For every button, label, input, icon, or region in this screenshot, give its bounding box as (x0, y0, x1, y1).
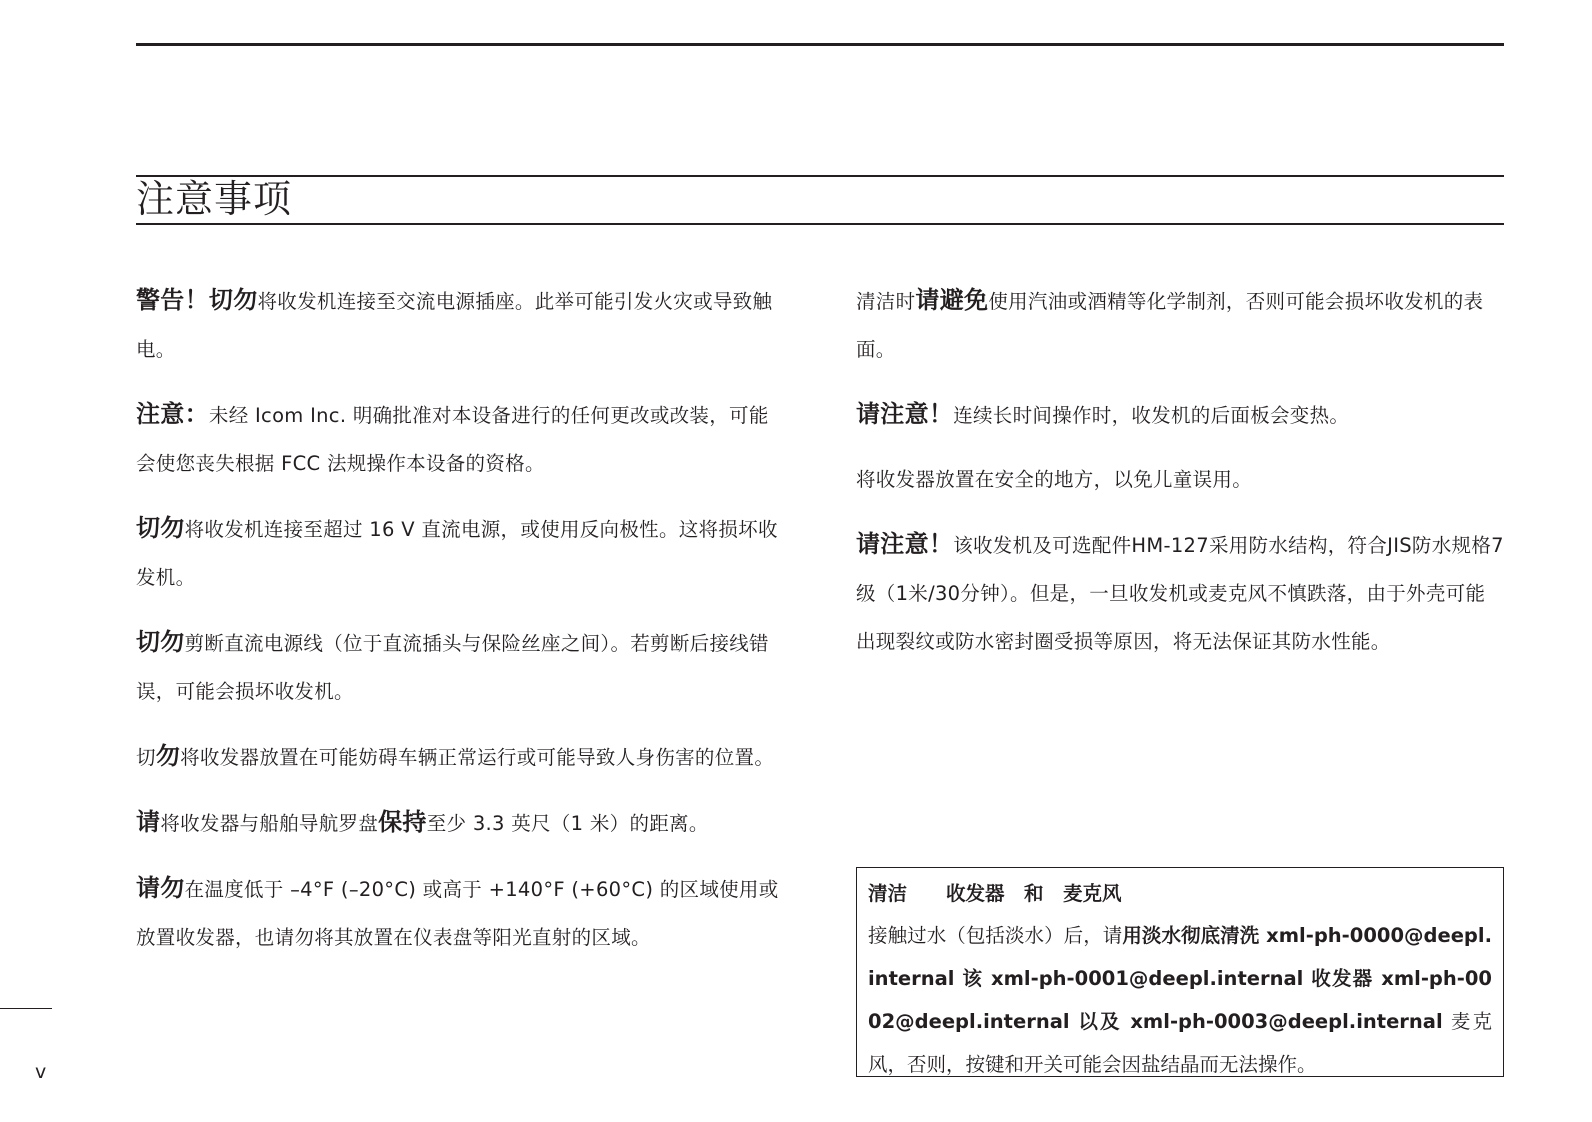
placement-paragraph (136, 732, 788, 782)
keyword: 注意： (136, 400, 209, 428)
title-rule-top (136, 175, 1504, 177)
cleaning-note-text (868, 914, 1492, 1086)
power-cable-paragraph (136, 618, 788, 716)
temperature-paragraph (136, 864, 788, 962)
title-rule-bottom (136, 223, 1504, 225)
paragraph-text: 该收发机及可选配件HM-127采用防水结构，符合JIS防水规格7级（1米/30分钟）。但是，一旦收发机或麦克风不慎跌落，由于外壳可能出现裂纹或防水密封圈受损等原因，将无法保证其防水性能。 (856, 534, 1504, 653)
warning-paragraph (136, 276, 788, 374)
keyword: 请注意！ (856, 400, 954, 428)
paragraph-text: 未经 Icom Inc. 明确批准对本设备进行的任何更改或改装，可能会使您丧失根据 FCC 法规操作本设备的资格。 (136, 404, 769, 475)
paragraph-text: 将收发器放置在安全的地方，以免儿童误用。 (856, 468, 1253, 491)
keyword: 请 (136, 808, 161, 836)
keyword: 请勿 (136, 874, 185, 902)
top-rule (136, 43, 1504, 46)
keyword: 勿 (155, 742, 181, 770)
paragraph-prefix: 清洁时 (856, 290, 916, 313)
page-title: 注意事项 (136, 177, 293, 221)
keyword: 请避免 (915, 286, 989, 314)
waterproof-paragraph (856, 520, 1504, 666)
keyword: 切勿 (136, 514, 185, 542)
cleaning-text-part1: 接触过水（包括淡水）后，请 (868, 924, 1123, 947)
cleaning-note-title: 清洁 收发器 和 麦克风 (868, 882, 1122, 905)
compass-paragraph (136, 798, 788, 848)
rear-panel-paragraph (856, 390, 1504, 440)
dc-power-paragraph (136, 504, 788, 602)
cleaning-note-box (856, 867, 1504, 1077)
cleaning-chemicals-paragraph (856, 276, 1504, 374)
cleaning-text-part2: 麦克风，否则，按键和开关可能会因盐结晶而无法操作。 (868, 1010, 1492, 1076)
paragraph-text: 将收发器与船舶导航罗盘 (160, 812, 379, 835)
paragraph-text: 将收发机连接至超过 16 V 直流电源，或使用反向极性。这将损坏收发机。 (136, 518, 778, 589)
page-number: v (35, 1061, 47, 1083)
right-column (856, 276, 1504, 682)
paragraph-text: 剪断直流电源线（位于直流插头与保险丝座之间）。若剪断后接线错误，可能会损坏收发机。 (136, 632, 769, 703)
paragraph-prefix: 切 (136, 746, 156, 769)
keyword: 切勿 (136, 628, 185, 656)
paragraph-text: 使用汽油或酒精等化学制剂，否则可能会损坏收发机的表面。 (856, 290, 1484, 361)
cleaning-text-bold: 用淡水彻底清洗 xml-ph-0000@deepl.internal 该 xml-ph-0001@deepl.internal 收发器 xml-ph-0002@deepl.internal 以及 xml-ph-0003@deepl.internal (868, 924, 1492, 1033)
keyword: 警告！切勿 (136, 286, 258, 314)
paragraph-text: 在温度低于 –4°F (–20°C) 或高于 +140°F (+60°C) 的区域使用或放置收发器，也请勿将其放置在仪表盘等阳光直射的区域。 (136, 878, 779, 949)
left-column (136, 276, 788, 978)
paragraph-text-2: 至少 3.3 英尺（1 米）的距离。 (426, 812, 709, 835)
paragraph-text: 连续长时间操作时，收发机的后面板会变热。 (953, 404, 1350, 427)
paragraph-text: 将收发器放置在可能妨碍车辆正常运行或可能导致人身伤害的位置。 (180, 746, 775, 769)
caution-paragraph (136, 390, 788, 488)
child-safety-paragraph (856, 456, 1504, 504)
side-rule (0, 1008, 52, 1009)
keyword: 请注意！ (856, 530, 954, 558)
keyword-2: 保持 (378, 808, 427, 836)
paragraph-text: 将收发机连接至交流电源插座。此举可能引发火灾或导致触电。 (136, 290, 773, 361)
